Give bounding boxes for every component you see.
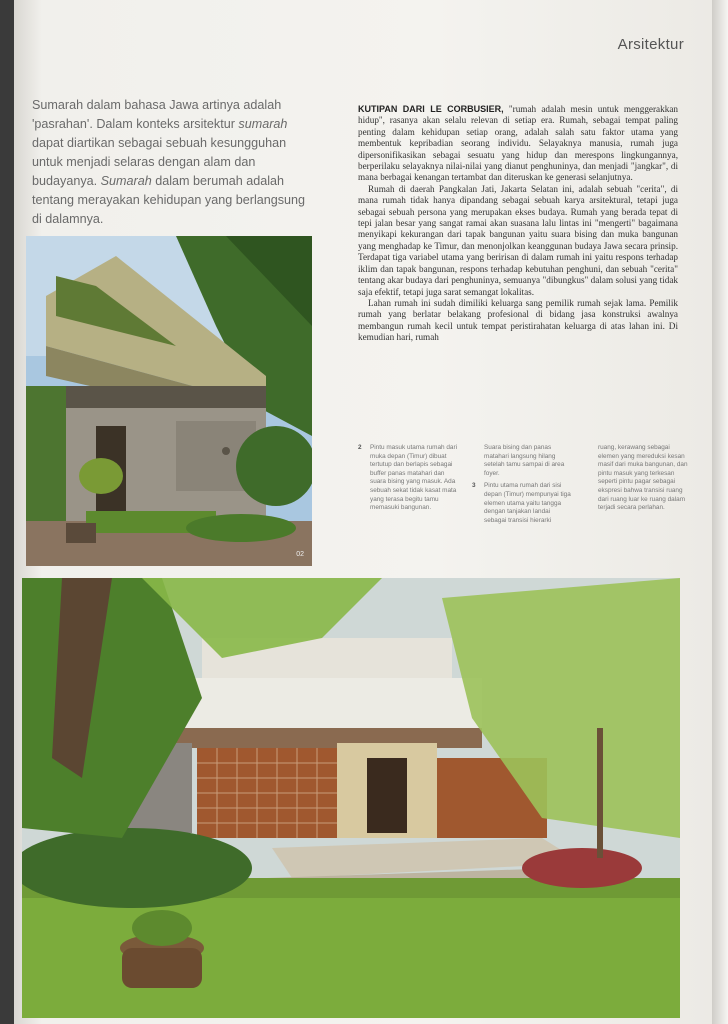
house-side-illustration — [26, 236, 312, 566]
intro-italic: sumarah — [238, 117, 288, 131]
caption — [472, 482, 574, 525]
caption — [358, 444, 460, 513]
intro-paragraph — [32, 96, 332, 229]
article-paragraph: Rumah di daerah Pangkalan Jati, Jakarta Selatan ini, adalah sebuah "cerita", di mana rumah tidak hanya dipandang sebagai sebuah karya arsitektural, tetapi juga sebagai sebuah persona yang merupakan ekses budaya. Rumah yang berada tepat di tepi jalan besar yang sangat ramai akan suasana lalu lintas ini "mengerti" bagaimana menyikapi kekurangan dari tapak bangunan yaitu suara bising dan muka bangunan yang menghadap ke Timur, dan menonjolkan keanggunan budaya Jawa secara prinsip. Terdapat tiga variabel utama yang beririsan di dalam rumah ini yaitu respons terhadap iklim dan tapak bangunan, respons terhadap kebutuhan penghuni, dan sebuah "cerita" tentang akar budaya dari penghuninya, semuanya "dibungkus" dalam solusi yang tidak saja efektif, tetapi juga sarat semangat lokalitas. — [358, 183, 678, 297]
photo-captions — [358, 444, 688, 529]
intro-line: 'pasrahan'. Dalam konteks arsitektur — [32, 117, 239, 131]
caption-column — [472, 444, 574, 529]
article-body — [358, 104, 678, 344]
page-spine — [712, 0, 728, 1024]
article-paragraph: Lahan rumah ini sudah dimiliki keluarga sang pemilik rumah sejak lama. Pemilik rumah yang berlatar belakang profesional di bidang jasa konstruksi awalnya membangun rumah kecil untuk tempat peristirahatan keluarga di atas lahan ini. Di kemudian hari, rumah — [358, 297, 678, 343]
intro-line: budayanya. — [32, 174, 101, 188]
caption-number: 2 — [358, 444, 362, 451]
intro-line: untuk menjadi selaras dengan alam dan — [32, 155, 256, 169]
intro-italic: Sumarah — [100, 174, 152, 188]
magazine-page — [14, 0, 714, 1024]
caption-text: ruang, kerawang sebagai elemen yang mereduksi kesan masif dari muka bangunan, dan pintu masuk yang terkesan seperti pintu pagar sebagai ekspresi bahwa transisi ruang dari ruang luar ke ruang dalam terjadi secara perlahan. — [598, 444, 688, 512]
section-label: Arsitektur — [617, 36, 684, 53]
article-text: "rumah adalah mesin untuk menggerakkan hidup", rasanya akan selalu relevan di setiap era. Rumah, sebagai tempat paling penting dalam kehidupan setiap orang, adalah salah satu faktor utama yang membentuk kepribadian seorang individu. Selayaknya manusia, rumah juga dipersonifikasikan sebagai sesuatu yang hidup dan merespons lingkungannya, berperilaku selayaknya nilai-nilai yang dianut penghuninya, dan menjadi "jangkar", di mana berbagai kenangan tertambat dan diteruskan ke generasi selanjutnya. — [358, 104, 678, 183]
intro-line: Sumarah dalam bahasa Jawa artinya adalah — [32, 98, 282, 112]
intro-line: tentang merayakan kehidupan yang berlangsung — [32, 193, 306, 207]
caption-column — [358, 444, 460, 529]
caption-text: Pintu utama rumah dari sisi depan (Timur) mempunyai tiga elemen utama yaitu tangga dengan tanjakan landai sebagai transisi hierarki — [484, 482, 571, 524]
photo-house-front — [22, 578, 680, 1018]
article-paragraph — [358, 104, 678, 184]
caption-column — [586, 444, 688, 529]
caption-number: 3 — [472, 482, 476, 490]
article-kicker: KUTIPAN DARI LE CORBUSIER, — [358, 104, 504, 114]
house-front-illustration — [22, 578, 680, 1018]
caption — [586, 444, 688, 513]
intro-line: dapat diartikan sebagai sebuah kesungguhan — [32, 136, 287, 150]
photo-number: 02 — [296, 551, 304, 558]
intro-line: di dalamnya. — [32, 212, 104, 226]
caption — [472, 444, 574, 478]
photo-house-side — [26, 236, 312, 566]
caption-text: Pintu masuk utama rumah dari muka depan (Timur) dibuat tertutup dan berlapis sebagai buffer panas matahari dan suara bising yang masuk. Ada sebuah sekat tidak kasat mata yang terasa begitu tamu memasuki bangunan. — [370, 444, 458, 512]
intro-line: dalam berumah adalah — [151, 174, 285, 188]
caption-text: Suara bising dan panas matahari langsung hilang setelah tamu sampai di area foyer. — [484, 444, 565, 477]
caption-number — [586, 444, 594, 513]
caption-number — [472, 444, 480, 478]
